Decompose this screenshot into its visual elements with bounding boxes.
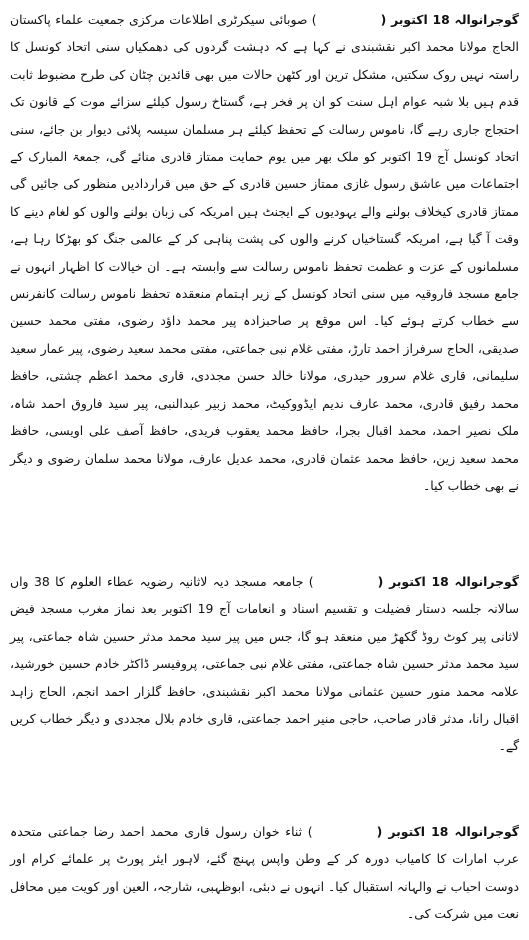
news-story-1 xyxy=(10,6,519,499)
news-story-3 xyxy=(10,818,519,928)
story-2-body: ) جامعہ مسجد دیہ لاثانیہ رضویہ عطاء العلوم کا 38 واں سالانہ جلسہ دستار فضیلت و تقسیم اسناد و انعامات آج 19 اکتوبر بعد نماز مغرب مسجد فیض لاثانی پیر کوٹ روڈ گکھڑ میں منعقد ہو گا، جس میں پیر سید محمد مدثر حسین شاہ جماعتی، پیر سید محمد مدثر حسین شاہ جماعتی، مفتی غلام نبی جماعتی، پروفیسر ڈاکٹر خادم حسین خورشید، علامہ محمد منور حسین عثمانی مولانا محمد اکبر نقشبندی، حافظ گلزار احمد انجم، الحاج زاہد اقبال رانا، مدثر قادر صاحب، حاجی منیر احمد جماعتی، قاری خادم بلال مجددی و دیگر خطاب کریں گے۔ xyxy=(10,574,519,754)
story-1-dateline: گوجرانوالہ 18 اکتوبر ( xyxy=(380,12,519,27)
story-2-dateline: گوجرانوالہ 18 اکتوبر ( xyxy=(377,574,519,589)
story-3-body: ) ثناء خوان رسول قاری محمد احمد رضا جماعتی متحدہ عرب امارات کا کامیاب دورہ کر کے وطن واپس پہنچ گئے، لاہور ایئر پورٹ پر علمائے کرام اور دوست احباب نے والہانہ استقبال کیا۔ انہوں نے دبئی، ابوظہبی، شارجہ، العین اور کویت میں محافل نعت میں شرکت کی۔ xyxy=(10,824,519,922)
story-3-dateline: گوجرانوالہ 18 اکتوبر ( xyxy=(376,824,519,839)
story-1-body: ) صوبائی سیکرٹری اطلاعات مرکزی جمعیت علماء پاکستان الحاج مولانا محمد اکبر نقشبندی نے کہا ہے کہ دہشت گردوں کی دھمکیاں سنی اتحاد کونسل کا راستہ نہیں روک سکتیں، مشکل ترین اور کٹھن حالات میں بھی قائدین چٹان کی طرح مضبوط ثابت قدم ہیں بلا شبہ عوام اہل سنت کو ان پر فخر ہے، گستاخ رسول کیلئے سزائے موت کے قانون تک احتجاج جاری رہے گا، ناموس رسالت کے تحفظ کیلئے ہر مسلمان سیسہ پلائی دیوار بن جائے، سنی اتحاد کونسل آج 19 اکتوبر کو ملک بھر میں یوم حمایت ممتاز قادری منائے گی، جمعۃ المبارک کے اجتماعات میں عاشق رسول غازی ممتاز حسین قادری کے حق میں قراردادیں منظور کی جائیں گی ممتاز قادری کیخلاف بولنے والے یہودیوں کے ایجنٹ ہیں امریکہ کی زبان بولنے والوں کو لغام دینے کا وقت آ گیا ہے، امریکہ گستاخیاں کرنے والوں کی پشت پناہی کر کے عالمی جنگ کو بھڑکا رہا ہے، مسلمانوں کے عزت و عظمت تحفظ ناموس رسالت سے وابستہ ہے۔ ان خیالات کا اظہار انہوں نے جامع مسجد فاروقیہ میں سنی اتحاد کونسل کے زیر اہتمام منعقدہ تحفظ ناموس رسالت کانفرنس سے خطاب کرتے ہوئے کیا۔ اس موقع پر صاحبزادہ پیر محمد داؤد رضوی، مفتی محمد حسین صدیقی، الحاج سرفراز احمد تارڑ، مفتی غلام نبی جماعتی، مفتی محمد سعید رضوی، پیر عمار سعید سلیمانی، قاری غلام سرور حیدری، مولانا خالد حسن مجددی، قاری محمد اعظم چشتی، حافظ محمد رفیق قادری، محمد عارف ندیم ایڈووکیٹ، محمد زبیر عبدالنبی، پیر سید فاروق احمد شاہ، ملک نصیر احمد، محمد اقبال بجرا، حافظ محمد یعقوب فریدی، حافظ آصف علی اویسی، حافظ محمد سعید زین، حافظ محمد عثمان قادری، محمد عدیل عارف، مولانا محمد سلمان رضوی و دیگر نے بھی خطاب کیا۔ xyxy=(10,12,520,493)
news-story-2 xyxy=(10,568,519,760)
